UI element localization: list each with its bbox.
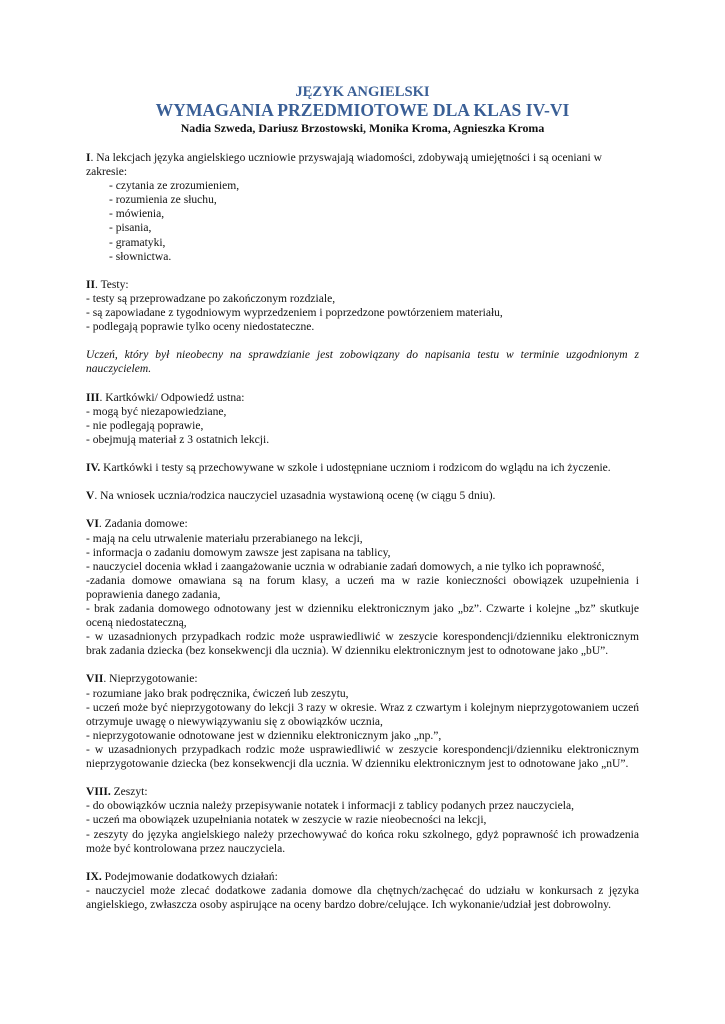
list-item: - rozumienia ze słuchu, — [109, 194, 217, 207]
section-1-number: I — [86, 152, 91, 164]
section-3-heading: III. Kartkówki/ Odpowiedź ustna: — [86, 391, 245, 404]
list-item: - nauczyciel docenia wkład i zaangażowanie ucznia w odrabianie zadań domowych, a nie tylko ich poprawność, — [86, 560, 605, 573]
section-6 — [86, 517, 639, 658]
list-item: - brak zadania domowego odnotowany jest w dzienniku elektronicznym jako „bz”. Czwarte i kolejne „bz” skutkuje oceną niedostateczną, — [86, 603, 639, 630]
section-7 — [86, 672, 639, 771]
section-8 — [86, 785, 639, 855]
list-item: - w uzasadnionych przypadkach rodzic może usprawiedliwić w zeszycie korespondencji/dzienniku elektronicznym brak zadania dziecka (bez konsekwencji dla ucznia). W dzienniku elektronicznym jest to odnotowane jako „bU”. — [86, 631, 639, 658]
section-4 — [86, 461, 639, 475]
list-item: - zeszyty do języka angielskiego należy przechowywać do końca roku szkolnego, gdyż poprawność ich prowadzenia może być kontrolowana przez nauczyciela. — [86, 828, 639, 855]
document-title: JĘZYK ANGIELSKI — [295, 84, 430, 100]
section-5-number: V — [86, 490, 95, 503]
section-2-number: II — [86, 278, 95, 291]
section-1-intro: I. Na lekcjach języka angielskiego uczniowie przyswajają wiadomości, zdobywają umiejętności i są oceniani w zakresie: — [86, 152, 602, 179]
document-subtitle: WYMAGANIA PRZEDMIOTOWE DLA KLAS IV-VI — [155, 100, 570, 120]
list-item: - w uzasadnionych przypadkach rodzic może usprawiedliwić w zeszycie korespondencji/dzienniku elektronicznym nieprzygotowanie dziecka (bez konsekwencji dla ucznia. W dzienniku elektronicznym jest to odnotowane jako „nU”. — [86, 743, 639, 771]
section-6-heading: VI. Zadania domowe: — [86, 518, 188, 531]
absence-note — [86, 348, 639, 376]
list-item: - testy są przeprowadzane po zakończonym rozdziale, — [86, 292, 336, 305]
section-2-heading: II. Testy: — [86, 278, 129, 291]
list-item: - informacja o zadaniu domowym zawsze jest zapisana na tablicy, — [86, 546, 391, 559]
list-item: - słownictwa. — [109, 250, 172, 263]
section-5-text: V. Na wniosek ucznia/rodzica nauczyciel uzasadnia wystawioną ocenę (w ciągu 5 dniu). — [86, 490, 496, 503]
list-item: - podlegają poprawie tylko oceny niedostateczne. — [86, 321, 315, 334]
section-5 — [86, 489, 639, 503]
list-item: - mają na celu utrwalenie materiału przerabianego na lekcji, — [86, 532, 363, 545]
list-item: - uczeń może być nieprzygotowany do lekcji 3 razy w okresie. Wraz z czwartym i kolejnym nieprzygotowaniem uczeń otrzymuje uwagę o niewywiązywaniu się z obowiązków ucznia, — [86, 701, 639, 728]
list-item: - nieprzygotowanie odnotowane jest w dzienniku elektronicznym jako „np.”, — [86, 729, 442, 742]
list-item: - mówienia, — [109, 208, 165, 221]
list-item: - pisania, — [109, 222, 152, 235]
section-9 — [86, 870, 639, 912]
document-authors: Nadia Szweda, Dariusz Brzostowski, Monika Kroma, Agnieszka Kroma — [180, 121, 545, 135]
section-7-heading: VII. Nieprzygotowanie: — [86, 673, 198, 686]
absence-note-text: Uczeń, który był nieobecny na sprawdzianie jest zobowiązany do napisania testu w terminie uzgodnionym z nauczycielem. — [86, 349, 639, 376]
section-8-heading: VIII. Zeszyt: — [86, 786, 148, 799]
section-9-heading: IX. Podejmowanie dodatkowych działań: — [86, 870, 278, 883]
list-item: - rozumiane jako brak podręcznika, ćwiczeń lub zeszytu, — [86, 687, 349, 700]
section-6-number: VI — [86, 518, 99, 531]
section-8-number: VIII. — [86, 786, 111, 799]
list-item: - gramatyki, — [109, 236, 166, 249]
document-content — [86, 84, 639, 912]
list-item: - czytania ze zrozumieniem, — [109, 180, 240, 193]
section-1 — [86, 151, 639, 264]
list-item: - nauczyciel może zlecać dodatkowe zadania domowe dla chętnych/zachęcać do udziału w konkursach z języka angielskiego, zwłaszcza osoby aspirujące na oceny bardzo dobre/celujące. Ich wykonanie/udział jest dobrowolny. — [86, 884, 639, 911]
section-9-number: IX. — [86, 870, 102, 883]
list-item: - obejmują materiał z 3 ostatnich lekcji. — [86, 433, 270, 446]
list-item: - uczeń ma obowiązek uzupełniania notatek w zeszycie w razie nieobecności na lekcji, — [86, 814, 487, 827]
section-7-number: VII — [86, 673, 104, 686]
section-4-text: IV. Kartkówki i testy są przechowywane w szkole i udostępniane uczniom i rodzicom do wglądu na ich życzenie. — [86, 462, 611, 475]
list-item: - są zapowiadane z tygodniowym wyprzedzeniem i poprzedzone powtórzeniem materiału, — [86, 307, 503, 320]
section-3-number: III — [86, 391, 100, 404]
section-3 — [86, 391, 639, 447]
section-4-number: IV. — [86, 462, 101, 475]
list-item: - mogą być niezapowiedziane, — [86, 405, 227, 418]
list-item: - do obowiązków ucznia należy przepisywanie notatek i informacji z tablicy podanych przez nauczyciela, — [86, 800, 574, 813]
list-item: - nie podlegają poprawie, — [86, 419, 204, 432]
section-2 — [86, 278, 639, 334]
list-item: -zadania domowe omawiana są na forum klasy, a uczeń ma w razie konieczności obowiązek uzupełnienia i poprawienia danego zadania, — [86, 574, 639, 601]
